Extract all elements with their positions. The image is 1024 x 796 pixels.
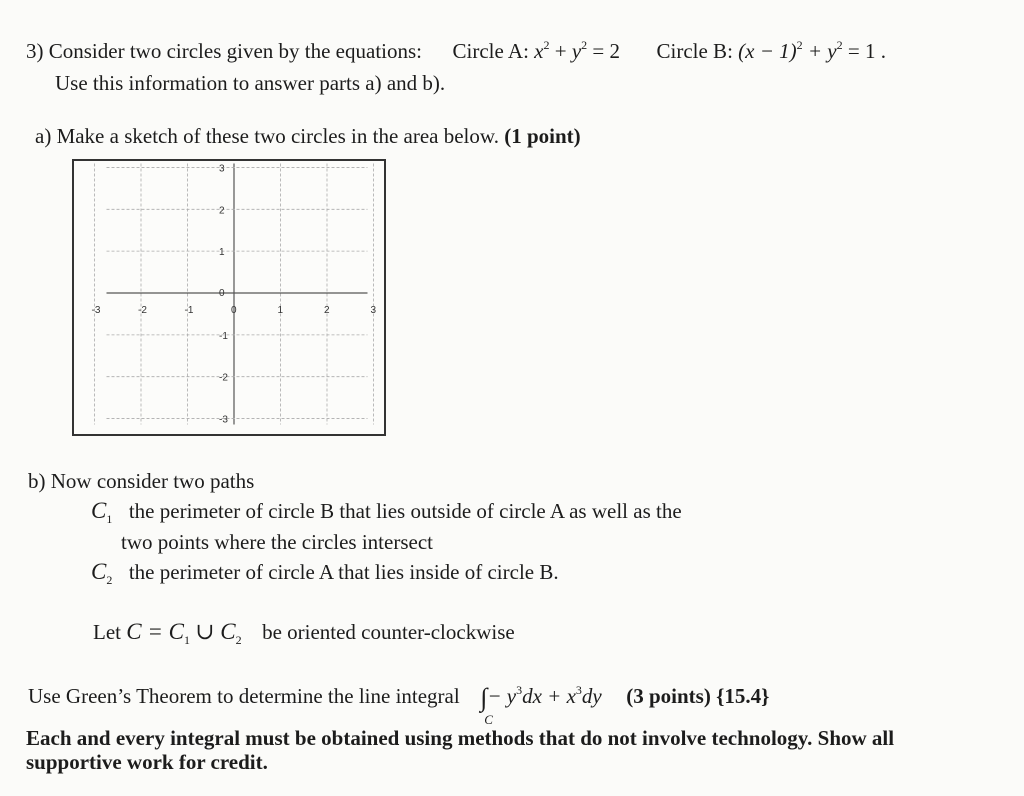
greens-line <box>28 683 770 727</box>
y-tick-label: 3 <box>219 163 225 175</box>
y-tick-label: -2 <box>219 372 228 384</box>
x-tick-label: 1 <box>277 305 284 316</box>
y-tick-label: -1 <box>219 330 228 342</box>
problem-line-1 <box>26 39 886 63</box>
part-a-points: (1 point) <box>504 124 581 148</box>
y-tick-label: 0 <box>219 288 225 299</box>
circle-a-equation: $x^2 + y^2 = 2$ <box>534 38 620 63</box>
part-b-intro: b) Now consider two paths <box>28 469 255 493</box>
x-tick-label: 2 <box>324 305 330 316</box>
c2-symbol: C <box>91 559 107 584</box>
y-tick-label: 2 <box>219 205 225 217</box>
part-a-prompt: a) Make a sketch of these two circles in the area below. (1 point) <box>35 124 581 148</box>
line-integral: ∫− $y^3dx + x^3dy$ C <box>480 684 607 708</box>
instructions-line-2: supportive work for credit. <box>26 750 268 774</box>
greens-points: (3 points) {15.4} <box>626 684 770 708</box>
x-tick-label: 0 <box>231 305 237 316</box>
problem-intro: 3) Consider two circles given by the equations: <box>26 39 422 63</box>
instructions-line-1: Each and every integral must be obtained using methods that do not involve technology. Show all <box>26 726 895 750</box>
y-tick-label: -3 <box>219 414 228 426</box>
x-tick-label: 3 <box>370 305 377 316</box>
coordinate-grid <box>74 161 384 434</box>
c2-description: the perimeter of circle A that lies inside of circle B. <box>128 560 559 584</box>
c1-description: the perimeter of circle B that lies outside of circle A as well as the <box>128 499 682 523</box>
path-c1-line: $C_1$ the perimeter of circle B that lies outside of circle A as well as the <box>91 498 682 526</box>
x-tick-label: -1 <box>184 305 194 316</box>
path-c2-line: $C_2$ the perimeter of circle A that lies inside of circle B. <box>91 559 559 587</box>
greens-text: Use Green’s Theorem to determine the line integral <box>28 684 460 708</box>
orientation-line: Let $C = C_1$ ∪ $C_2$ be oriented counter-clockwise <box>93 619 515 647</box>
problem-line-2: Use this information to answer parts a) and b). <box>55 71 446 95</box>
x-tick-label: -2 <box>138 305 147 316</box>
path-c1-line-2: two points where the circles intersect <box>121 530 433 554</box>
y-tick-label: 1 <box>219 247 225 259</box>
circle-b-equation: $(x - 1)^2 + y^2 = 1$ . <box>738 38 886 63</box>
sketch-area[interactable] <box>72 159 386 436</box>
c1-symbol: C <box>91 498 107 523</box>
integral-contour-label: C <box>484 712 493 727</box>
x-tick-label: -3 <box>91 305 101 316</box>
circle-b-label: Circle B: <box>656 39 733 63</box>
circle-a-label: Circle A: <box>452 39 529 63</box>
